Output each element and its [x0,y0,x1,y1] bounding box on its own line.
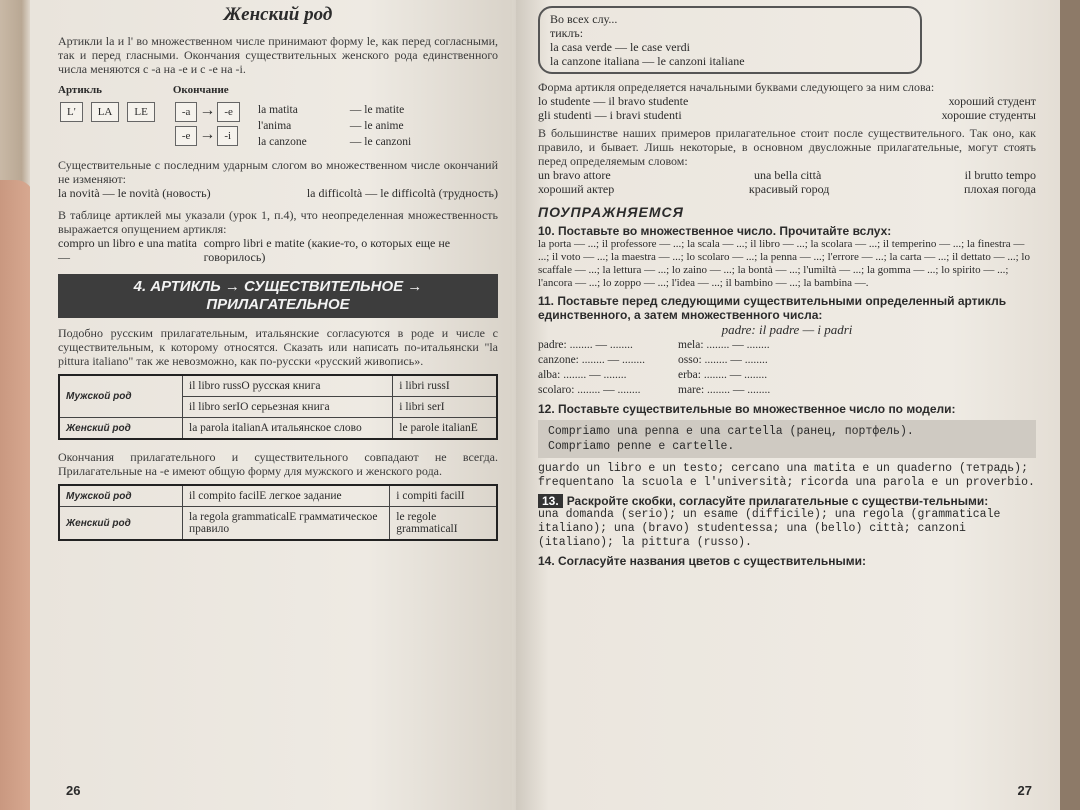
exercise-11-model: padre: il padre — i padri [721,322,853,337]
exercise-14-title: 14. Согласуйте названия цветов с существительными: [538,554,866,568]
callout-box: Во всех слу... тиклъ: la casa verde — le case verdi la canzone italiana — le canzoni italiane [538,6,922,74]
exercise-13-body: una domanda (serio); un esame (difficile); una regola (grammaticale italiano); una (bravo) studentessa; una (bello) città; canzoni (italiano); la pittura (russo). [538,508,1001,549]
article-box-l: L' [60,102,83,122]
agreement-table-2 [58,484,498,541]
left-page-title: Женский род [223,4,333,25]
hand-finger [0,180,34,810]
article-scheme: Артикль L' LA LE Окончание -a → -e -e → -i la matita — le matite l'anima — le anime la canzone — le canzoni [58,84,412,148]
left-page: Женский род Артикли la и l' во множественном числе принимают форму le, как перед согласными, так и перед гласными. Окончания существительных женского рода единственного числа меняются с -a на -e и с -e на -i. Артикль L' LA LE Окончание -a → -e -e → -i la matita — le matite l'anima — le anime la canzone — le canzoni Существительные с последним ударным слогом во множественном числе окончаний не изменяют: la novità — le novità (новость) la difficoltà — le difficoltà (трудность) В таблице артиклей мы указали (урок 1, п.4), что неопределенная множественность выражается опущением артикля: compro un libro e una matita — compro libri e matite (какие-то, о которых еще не говорилось) 4. АРТИКЛЬ → СУЩЕСТВИТЕЛЬНОЕ → ПРИЛАГАТЕЛЬНОЕ Подобно русским прилагательным, итальянские согласуются в роде и числе с существительным, к которому относятся. Сказать или написать по-итальянски "la pittura italiano" так же невозможно, как по-русски «русский живопись». Мужской род il libro russO русская книга i libri russI il libro serIO серьезная книга i libri serI Женский род la parola italianA итальянское слово le parole italianE Окончания прилагательного и существительного совпадают не всегда. Прилагательные на -e имеют общую форму для мужского и женского рода. Мужской род il compito facilE легкое задание i compiti facilI Женский род la regola grammaticalE грамматическое правило le regole grammaticalI 26 [30,0,512,810]
table-row: Мужской род il compito facilE легкое задание i compiti facilI [59,485,497,507]
right-page-number: 27 [1017,783,1032,798]
example-list: la matita — le matite l'anima — le anime la canzone — le canzoni [257,104,412,148]
table-row: Женский род la regola grammaticalE грамматическое правило le regole grammaticalI [59,507,497,541]
intro-paragraph: Артикли la и l' во множественном числе принимают форму le, как перед согласными, так и перед гласными. Окончания существительных женского рода единственного числа меняются с -a на -e и с -e на -i. [58,34,498,76]
exercise-12-title: 12. Поставьте существительные во множественное число по модели: [538,402,956,416]
ending-header: Окончание [172,84,229,96]
exercise-12-body: guardo un libro e un testo; cercano una matita e un quaderno (тетрадь); frequentano la scuola e l'università; ricorda una parola e un proverbio. [538,462,1035,489]
indefinite-note: В таблице артиклей мы указали (урок 1, п.4), что неопределенная множественность выражается опущением артикля: [58,208,498,236]
stressed-syllable-note: Существительные с последним ударным слогом во множественном числе окончаний не изменяют: [58,158,498,186]
exercise-11-title: 11. Поставьте перед следующими существительными определенный артикль единственного, а затем множественного числа: [538,294,1007,322]
table-row: il libro serIO серьезная книга i libri serI [59,397,497,418]
practice-heading: ПОУПРАЖНЯЕМСЯ [538,204,684,220]
exercise-11-fill: padre: ........ — ........ mela: ........ — ........ canzone: ........ — ........ osso: ........ — ........ alba: ........ — ........ erba: ........ — ........ scolaro: ........ — ........ mare: ........ — ........ [538,339,771,396]
article-box-le: LE [127,102,154,122]
exercise-10-body: la porta — ...; il professore — ...; la scala — ...; il libro — ...; la scolara — ...; il temperino — ...; la finestra — ...; il voto — ...; la maestra — ...; lo scolaro — ...; la penna — ...; l'errore — ...; la carta — ...; il dettato — ...; lo scaffale — ...; la lettura — ...; lo zaino — ...; la bontà — ...; l'umiltà — ...; la gomma — ...; lo spirito — ...; l'ancora — ...; lo zoppo — ...; l'idea — ...; il bambino — ...; la bambina —. [538,238,1030,289]
exercise-10-title: 10. Поставьте во множественное число. Прочитайте вслух: [538,224,892,238]
table-row: Женский род la parola italianA итальянское слово le parole italianE [59,418,497,440]
table-row: Мужской род il libro russO русская книга i libri russI [59,375,497,397]
adjective-position-paragraph: В большинстве наших примеров прилагательное стоит после существительного. Так оно, как правило, и бывает. Лишь некоторые, в основном двусложные прилагательные, могут стоять перед определяемым словом: [538,126,1036,168]
agreement-paragraph: Подобно русским прилагательным, итальянские согласуются в роде и числе с существительным, к которому относятся. Сказать или написать по-итальянски "la pittura italiano" так же невозможно, как по-русски «русский живопись». [58,326,498,368]
section-banner: 4. АРТИКЛЬ → СУЩЕСТВИТЕЛЬНОЕ → ПРИЛАГАТЕЛЬНОЕ [58,274,498,318]
article-box-la: LA [91,102,120,122]
article-header: Артикль [58,84,102,96]
exercise-12-model: Compriamo una penna e una cartella (ранец, портфель). Compriamo penne e cartelle. [538,420,1036,458]
left-page-number: 26 [66,783,81,798]
exercise-13-title: 13. Раскройте скобки, согласуйте прилагательные с существи-тельными: [538,494,1036,508]
right-page: Во всех слу... тиклъ: la casa verde — le case verdi la canzone italiana — le canzoni italiane Форма артикля определяется начальными буквами следующего за ним слова: lo studente — il bravo studente хороший студент gli studenti — i bravi studenti хорошие студенты В большинстве наших примеров прилагательное стоит после существительного. Так оно, как правило, и бывает. Лишь некоторые, в основном двусложные прилагательные, могут стоять перед определяемым словом: un bravo attore una bella città il brutto tempo хороший актер красивый город плохая погода ПОУПРАЖНЯЕМСЯ 10. Поставьте во множественное число. Прочитайте вслух: la porta — ...; il professore — ...; la scala — ...; il libro — ...; la scolara — ...; il temperino — ...; la finestra — ...; il voto — ...; la maestra — ...; lo scolaro — ...; la penna — ...; l'errore — ...; la carta — ...; il dettato — ...; lo scaffale — ...; la lettura — ...; lo zaino — ...; la bontà — ...; l'umiltà — ...; la gomma — ...; lo spirito — ...; l'ancora — ...; lo zoppo — ...; l'idea — ...; il bambino — ...; la bambina —. 11. Поставьте перед следующими существительными определенный артикль единственного, а затем множественного числа: padre: il padre — i padri padre: ........ — ........ mela: ........ — ........ canzone: ........ — ........ osso: ........ — ........ alba: ........ — ........ erba: ........ — ........ scolaro: ........ — ........ mare: ........ — ........ 12. Поставьте существительные во множественное число по модели: Compriamo una penna e una cartella (ранец, портфель). Compriamo penne e cartelle. guardo un libro e un testo; cercano una matita e un quaderno (тетрадь); frequentano la scuola e l'università; ricorda una parola e un proverbio. 13. Раскройте скобки, согласуйте прилагательные с существи-тельными: una domanda (serio); un esame (difficile); una regola (grammaticale italiano); una (bravo) studentessa; una (bello) città; canzoni (italiano); la pittura (russo). 14. Согласуйте названия цветов с существительными: 27 [516,0,1060,810]
endings-paragraph: Окончания прилагательного и существительного совпадают не всегда. Прилагательные на -e имеют общую форму для мужского и женского рода. [58,450,498,478]
agreement-table-1 [58,374,498,440]
article-form-paragraph: Форма артикля определяется начальными буквами следующего за ним слова: [538,80,935,94]
